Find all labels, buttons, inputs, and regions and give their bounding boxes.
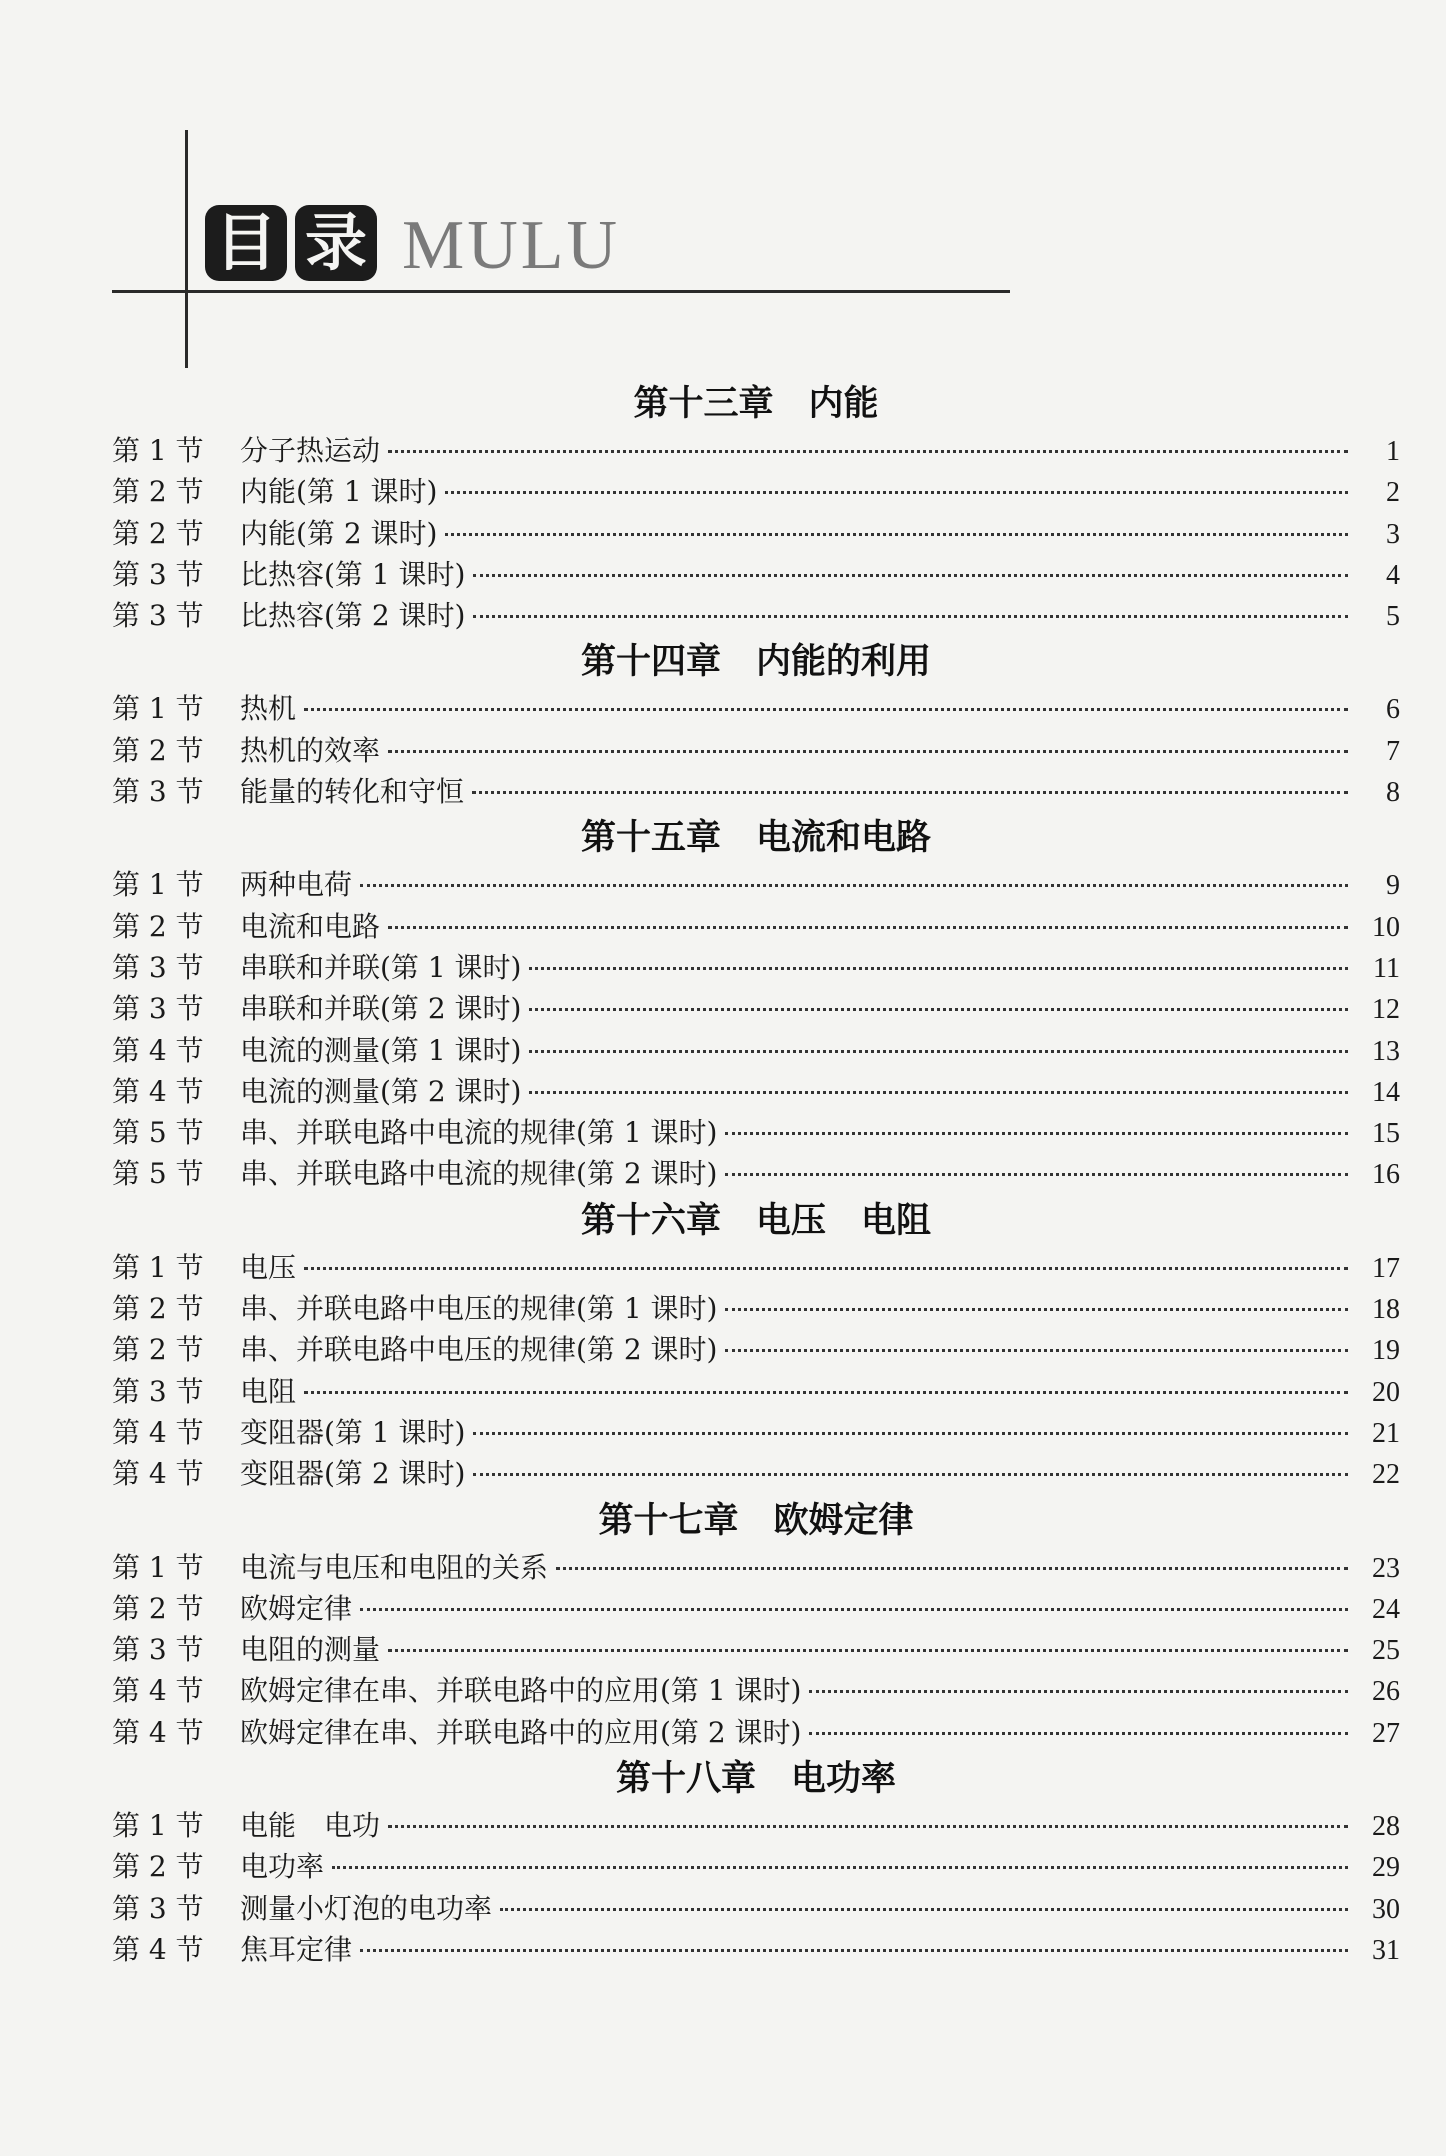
- entry-title: 变阻器(第 1 课时): [240, 1415, 466, 1449]
- entry-page-number: 13: [1372, 1035, 1400, 1067]
- entry-title: 变阻器(第 2 课时): [240, 1457, 466, 1491]
- entry-section: 第 1 节: [112, 1550, 204, 1584]
- entry-page-number: 17: [1372, 1252, 1400, 1284]
- entry-page-number: 27: [1372, 1717, 1400, 1749]
- entry-section: 第 5 节: [112, 1157, 204, 1191]
- entry-page-number: 9: [1386, 870, 1400, 902]
- entry-section: 第 5 节: [112, 1116, 204, 1150]
- toc-entry: [112, 1547, 1400, 1588]
- dot-leader: [360, 884, 1348, 887]
- header-horizontal-rule: [112, 290, 1010, 293]
- entry-title: 电功率: [240, 1850, 325, 1884]
- entry-section: 第 2 节: [112, 475, 204, 509]
- entry-title: 两种电荷: [240, 868, 353, 902]
- toc-entry: [112, 513, 1400, 554]
- entry-title: 内能(第 2 课时): [240, 516, 438, 550]
- dot-leader: [473, 1432, 1348, 1435]
- dot-leader: [445, 533, 1348, 536]
- entry-section: 第 2 节: [112, 733, 204, 767]
- entry-title: 电阻: [240, 1374, 297, 1408]
- dot-leader: [529, 967, 1348, 970]
- entry-page-number: 2: [1386, 477, 1400, 509]
- entry-section: 第 2 节: [112, 1292, 204, 1326]
- entry-title: 能量的转化和守恒: [240, 775, 465, 809]
- toc-entry: [112, 595, 1400, 636]
- entry-section: 第 1 节: [112, 692, 204, 726]
- entry-section: 第 1 节: [112, 1250, 204, 1284]
- entry-title: 串联和并联(第 2 课时): [240, 992, 522, 1026]
- entry-title: 电阻的测量: [240, 1633, 381, 1667]
- entry-section: 第 3 节: [112, 950, 204, 984]
- dot-leader: [388, 450, 1348, 453]
- toc-entry: [112, 554, 1400, 595]
- title-char-box-1: 目: [205, 205, 287, 281]
- toc-entry: [112, 906, 1400, 947]
- entry-title: 电流和电路: [240, 909, 381, 943]
- dot-leader: [332, 1866, 1348, 1869]
- entry-title: 分子热运动: [240, 434, 381, 467]
- entry-page-number: 7: [1386, 735, 1400, 767]
- dot-leader: [529, 1050, 1348, 1053]
- toc-entry: [112, 1371, 1400, 1412]
- toc-entry: [112, 1929, 1400, 1970]
- entry-title: 电压: [240, 1250, 297, 1284]
- toc-entry: [112, 1329, 1400, 1370]
- header-vertical-rule: [185, 130, 188, 368]
- toc-entry: [112, 864, 1400, 905]
- entry-section: 第 3 节: [112, 775, 204, 809]
- entry-title: 热机的效率: [240, 733, 381, 767]
- entry-page-number: 3: [1386, 518, 1400, 550]
- toc-entry: [112, 1888, 1400, 1929]
- entry-page-number: 19: [1372, 1335, 1400, 1367]
- entry-section: 第 4 节: [112, 1674, 204, 1708]
- entry-title: 串联和并联(第 1 课时): [240, 950, 522, 984]
- entry-page-number: 11: [1373, 952, 1400, 984]
- dot-leader: [360, 1949, 1348, 1952]
- entry-page-number: 23: [1372, 1552, 1400, 1584]
- toc-entry: [112, 1670, 1400, 1711]
- dot-leader: [304, 708, 1348, 711]
- toc-entry: [112, 1588, 1400, 1629]
- entry-page-number: 10: [1372, 911, 1400, 943]
- entry-section: 第 3 节: [112, 992, 204, 1026]
- toc-entry: [112, 1153, 1400, 1194]
- entry-page-number: 5: [1386, 601, 1400, 633]
- table-of-contents: [112, 378, 1400, 1970]
- dot-leader: [556, 1567, 1348, 1570]
- entry-section: 第 3 节: [112, 1374, 204, 1408]
- toc-entry: [112, 1288, 1400, 1329]
- entry-section: 第 2 节: [112, 1850, 204, 1884]
- dot-leader: [809, 1732, 1348, 1735]
- entry-section: 第 2 节: [112, 1333, 204, 1367]
- toc-entry: [112, 1629, 1400, 1670]
- entry-section: 第 3 节: [112, 1633, 204, 1667]
- toc-entry: [112, 730, 1400, 771]
- entry-page-number: 4: [1386, 559, 1400, 591]
- dot-leader: [304, 1267, 1348, 1270]
- entry-page-number: 28: [1372, 1811, 1400, 1843]
- entry-title: 电流与电压和电阻的关系: [240, 1550, 549, 1584]
- entry-section: 第 4 节: [112, 1415, 204, 1449]
- entry-title: 内能(第 1 课时): [240, 475, 438, 509]
- dot-leader: [388, 1825, 1348, 1828]
- entry-title: 电流的测量(第 2 课时): [240, 1074, 522, 1108]
- chapter-title: 第十三章 内能: [633, 384, 879, 424]
- entry-page-number: 12: [1372, 994, 1400, 1026]
- entry-page-number: 24: [1372, 1593, 1400, 1625]
- toc-entry: [112, 947, 1400, 988]
- entry-title: 欧姆定律: [240, 1591, 353, 1625]
- entry-page-number: 29: [1372, 1852, 1400, 1884]
- entry-title: 焦耳定律: [240, 1932, 353, 1966]
- dot-leader: [725, 1173, 1348, 1176]
- entry-page-number: 18: [1372, 1294, 1400, 1326]
- entry-title: 比热容(第 1 课时): [240, 557, 466, 591]
- entry-page-number: 6: [1386, 694, 1400, 726]
- entry-title: 串、并联电路中电压的规律(第 2 课时): [240, 1333, 718, 1367]
- entry-section: 第 4 节: [112, 1074, 204, 1108]
- entry-title: 串、并联电路中电压的规律(第 1 课时): [240, 1292, 718, 1326]
- entry-page-number: 26: [1372, 1676, 1400, 1708]
- chapter-title: 第十四章 内能的利用: [580, 642, 931, 683]
- toc-entry: [112, 1071, 1400, 1112]
- entry-title: 比热容(第 2 课时): [240, 599, 466, 633]
- entry-page-number: 21: [1372, 1417, 1400, 1449]
- chapter-title: 第十八章 电功率: [615, 1759, 896, 1800]
- entry-page-number: 1: [1386, 436, 1400, 467]
- entry-section: 第 4 节: [112, 1457, 204, 1491]
- entry-section: 第 4 节: [112, 1033, 204, 1067]
- entry-title: 串、并联电路中电流的规律(第 2 课时): [240, 1157, 718, 1191]
- dot-leader: [725, 1308, 1348, 1311]
- dot-leader: [473, 574, 1348, 577]
- toc-entry: [112, 1453, 1400, 1494]
- entry-section: 第 1 节: [112, 868, 204, 902]
- dot-leader: [725, 1132, 1348, 1135]
- toc-entry: [112, 1112, 1400, 1153]
- dot-leader: [473, 1473, 1348, 1476]
- entry-section: 第 1 节: [112, 1809, 204, 1843]
- chapter-title: 第十七章 欧姆定律: [598, 1500, 914, 1541]
- title-char-box-2: 录: [295, 205, 377, 281]
- entry-section: 第 2 节: [112, 1591, 204, 1625]
- toc-entry: [112, 430, 1400, 471]
- dot-leader: [388, 1649, 1348, 1652]
- entry-section: 第 1 节: [112, 434, 204, 467]
- dot-leader: [472, 791, 1348, 794]
- chapter-title: 第十六章 电压 电阻: [580, 1200, 931, 1241]
- entry-page-number: 20: [1372, 1376, 1400, 1408]
- dot-leader: [500, 1908, 1348, 1911]
- entry-page-number: 31: [1372, 1934, 1400, 1966]
- toc-entry: [112, 1412, 1400, 1453]
- entry-page-number: 15: [1372, 1118, 1400, 1150]
- dot-leader: [360, 1608, 1348, 1611]
- toc-entry: [112, 1846, 1400, 1887]
- entry-title: 欧姆定律在串、并联电路中的应用(第 2 课时): [240, 1715, 802, 1749]
- entry-page-number: 30: [1372, 1893, 1400, 1925]
- entry-title: 欧姆定律在串、并联电路中的应用(第 1 课时): [240, 1674, 802, 1708]
- entry-page-number: 22: [1372, 1459, 1400, 1491]
- chapter-title: 第十五章 电流和电路: [580, 818, 931, 859]
- dot-leader: [529, 1091, 1348, 1094]
- title-latin: MULU: [402, 207, 621, 284]
- entry-title: 电能 电功: [240, 1809, 381, 1843]
- entry-title: 热机: [240, 692, 297, 726]
- entry-page-number: 8: [1386, 777, 1400, 809]
- dot-leader: [445, 491, 1348, 494]
- toc-entry: [112, 471, 1400, 512]
- entry-page-number: 25: [1372, 1635, 1400, 1667]
- entry-title: 测量小灯泡的电功率: [240, 1891, 493, 1925]
- entry-section: 第 3 节: [112, 599, 204, 633]
- entry-section: 第 2 节: [112, 909, 204, 943]
- entry-title: 电流的测量(第 1 课时): [240, 1033, 522, 1067]
- entry-title: 串、并联电路中电流的规律(第 1 课时): [240, 1116, 718, 1150]
- entry-section: 第 4 节: [112, 1932, 204, 1966]
- toc-entry: [112, 1712, 1400, 1753]
- entry-section: 第 4 节: [112, 1715, 204, 1749]
- toc-entry: [112, 988, 1400, 1029]
- toc-entry: [112, 771, 1400, 812]
- toc-entry: [112, 1030, 1400, 1071]
- dot-leader: [388, 926, 1348, 929]
- dot-leader: [388, 750, 1348, 753]
- toc-entry: [112, 688, 1400, 729]
- toc-entry: [112, 1247, 1400, 1288]
- dot-leader: [304, 1391, 1348, 1394]
- dot-leader: [809, 1690, 1348, 1693]
- entry-section: 第 2 节: [112, 516, 204, 550]
- entry-section: 第 3 节: [112, 557, 204, 591]
- dot-leader: [473, 615, 1348, 618]
- entry-page-number: 14: [1372, 1076, 1400, 1108]
- dot-leader: [725, 1349, 1348, 1352]
- toc-entry: [112, 1805, 1400, 1846]
- dot-leader: [529, 1008, 1348, 1011]
- entry-section: 第 3 节: [112, 1891, 204, 1925]
- entry-page-number: 16: [1372, 1159, 1400, 1191]
